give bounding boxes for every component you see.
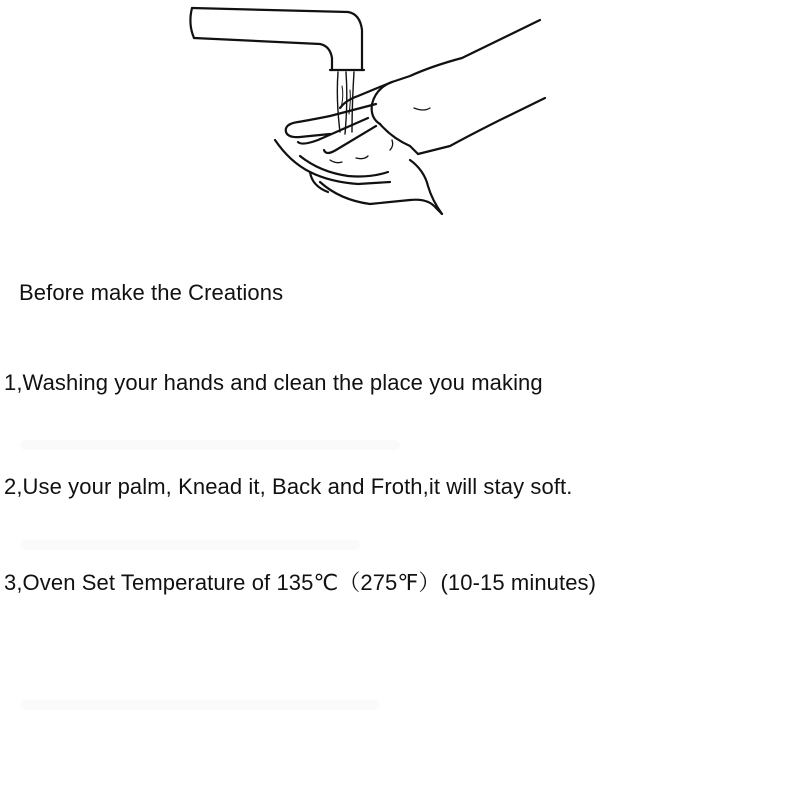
instruction-step-3: 3,Oven Set Temperature of 135℃（275℉）(10-15 minutes) <box>4 570 597 595</box>
scan-artifact <box>20 440 400 450</box>
scan-artifact <box>20 540 360 550</box>
instruction-step-2: 2,Use your palm, Knead it, Back and Froth,it will stay soft. <box>4 474 573 499</box>
instruction-step-1: 1,Washing your hands and clean the place you making <box>4 370 543 395</box>
hand-washing-under-faucet-icon <box>180 0 550 215</box>
scan-artifact <box>20 700 380 710</box>
instructions-heading: Before make the Creations <box>19 280 284 305</box>
